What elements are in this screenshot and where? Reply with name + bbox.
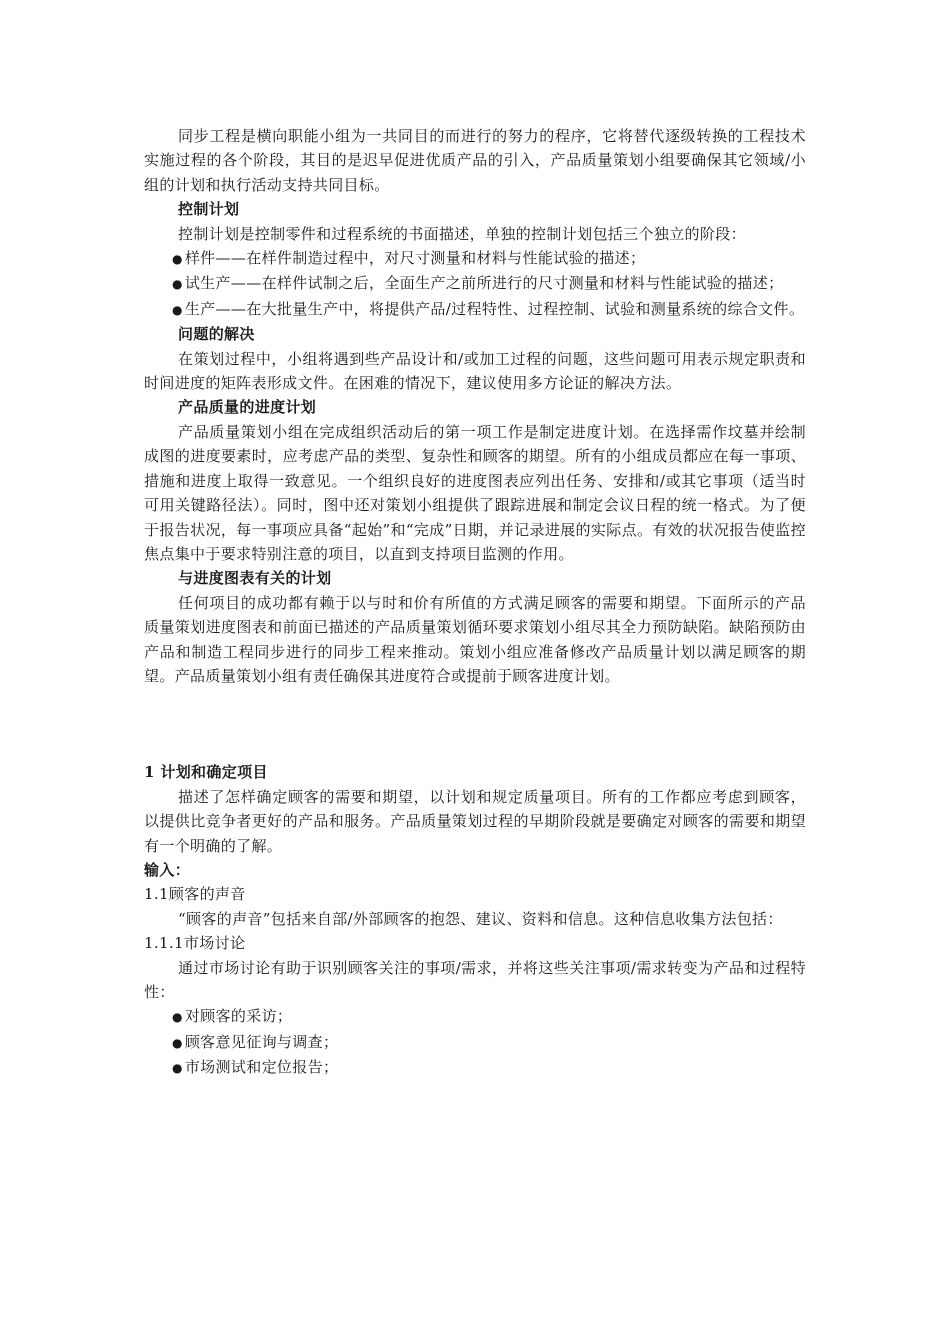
list-item: ● 试生产——在样件试制之后，全面生产之前所进行的尺寸测量和材料与性能试验的描述； bbox=[172, 274, 784, 293]
problem-solving-heading: 问题的解决 bbox=[178, 325, 255, 344]
bullet-icon: ● bbox=[172, 277, 183, 292]
list-item: ● 市场测试和定位报告； bbox=[172, 1058, 339, 1077]
bullet-icon: ● bbox=[172, 1010, 183, 1025]
bullet-icon: ● bbox=[172, 252, 183, 267]
bullet-icon: ● bbox=[172, 1061, 183, 1076]
schedule-paragraph: 产品质量策划小组在完成组织活动后的第一项工作是制定进度计划。在选择需作坟墓并绘制成图的进度要素时，应考虑产品的类型、复杂性和顾客的期望。所有的小组成员都应在每一事项、措施和进度上取得一致意见。一个组织良好的进度图表应列出任务、安排和/或其它事项（适当时可用关键路径法）。同时，图中还对策划小组提供了跟踪进展和制定会议日程的统一格式。为了便于报告状况，每一事项应具备“起始”和“完成”日期，并记录进展的实际点。有效的状况报告使监控焦点集中于要求特别注意的项目，以直到支持项目监测的作用。 bbox=[144, 422, 806, 563]
subsection-paragraph: “顾客的声音”包括来自部/外部顾客的抱怨、建议、资料和信息。这种信息收集方法包括： bbox=[178, 909, 783, 928]
list-item: ● 顾客意见征询与调查； bbox=[172, 1032, 339, 1051]
section-paragraph: 描述了怎样确定顾客的需要和期望，以计划和规定质量项目。所有的工作都应考虑到顾客，以提供比竞争者更好的产品和服务。产品质量策划过程的早期阶段就是要确定对顾客的需要和期望有一个明确的了解。 bbox=[144, 787, 806, 855]
control-plan-heading: 控制计划 bbox=[178, 200, 240, 219]
document-page bbox=[144, 124, 806, 1081]
subsection-title: 1.1顾客的声音 bbox=[144, 885, 246, 904]
problem-solving-paragraph: 在策划过程中，小组将遇到些产品设计和/或加工过程的问题，这些问题可用表示规定职责和时间进度的矩阵表形成文件。在困难的情况下，建议使用多方论证的解决方法。 bbox=[144, 349, 806, 393]
list-item: ● 样件——在样件制造过程中，对尺寸测量和材料与性能试验的描述； bbox=[172, 249, 646, 268]
list-item: ● 对顾客的采访； bbox=[172, 1007, 293, 1026]
related-plan-heading: 与进度图表有关的计划 bbox=[178, 569, 332, 588]
bullet-icon: ● bbox=[172, 302, 183, 317]
related-plan-paragraph: 任何项目的成功都有赖于以与时和价有所值的方式满足顾客的需要和期望。下面所示的产品质量策划进度图表和前面已描述的产品质量策划循环要求策划小组尽其全力预防缺陷。缺陷预防由产品和制造工程同步进行的同步工程来推动。策划小组应准备修改产品质量计划以满足顾客的期望。产品质量策划小组有责任确保其进度符合或提前于顾客进度计划。 bbox=[144, 593, 806, 685]
control-plan-paragraph: 控制计划是控制零件和过程系统的书面描述，单独的控制计划包括三个独立的阶段： bbox=[178, 224, 746, 243]
section-title: 1 计划和确定项目 bbox=[144, 763, 268, 782]
bullet-icon: ● bbox=[172, 1035, 183, 1050]
intro-paragraph: 同步工程是横向职能小组为一共同目的而进行的努力的程序，它将替代逐级转换的工程技术实施过程的各个阶段，其目的是迟早促进优质产品的引入，产品质量策划小组要确保其它领域/小组的计划和执行活动支持共同目标。 bbox=[144, 127, 806, 194]
section-spacer bbox=[144, 688, 806, 760]
subsubsection-paragraph: 通过市场讨论有助于识别顾客关注的事项/需求，并将这些关注事项/需求转变为产品和过程特性： bbox=[144, 958, 806, 1001]
list-item: ● 生产——在大批量生产中，将提供产品/过程特性、过程控制、试验和测量系统的综合文件。 bbox=[172, 299, 805, 318]
input-label: 输入： bbox=[144, 860, 191, 879]
schedule-heading: 产品质量的进度计划 bbox=[178, 398, 317, 417]
subsubsection-title: 1.1.1市场讨论 bbox=[144, 934, 246, 953]
